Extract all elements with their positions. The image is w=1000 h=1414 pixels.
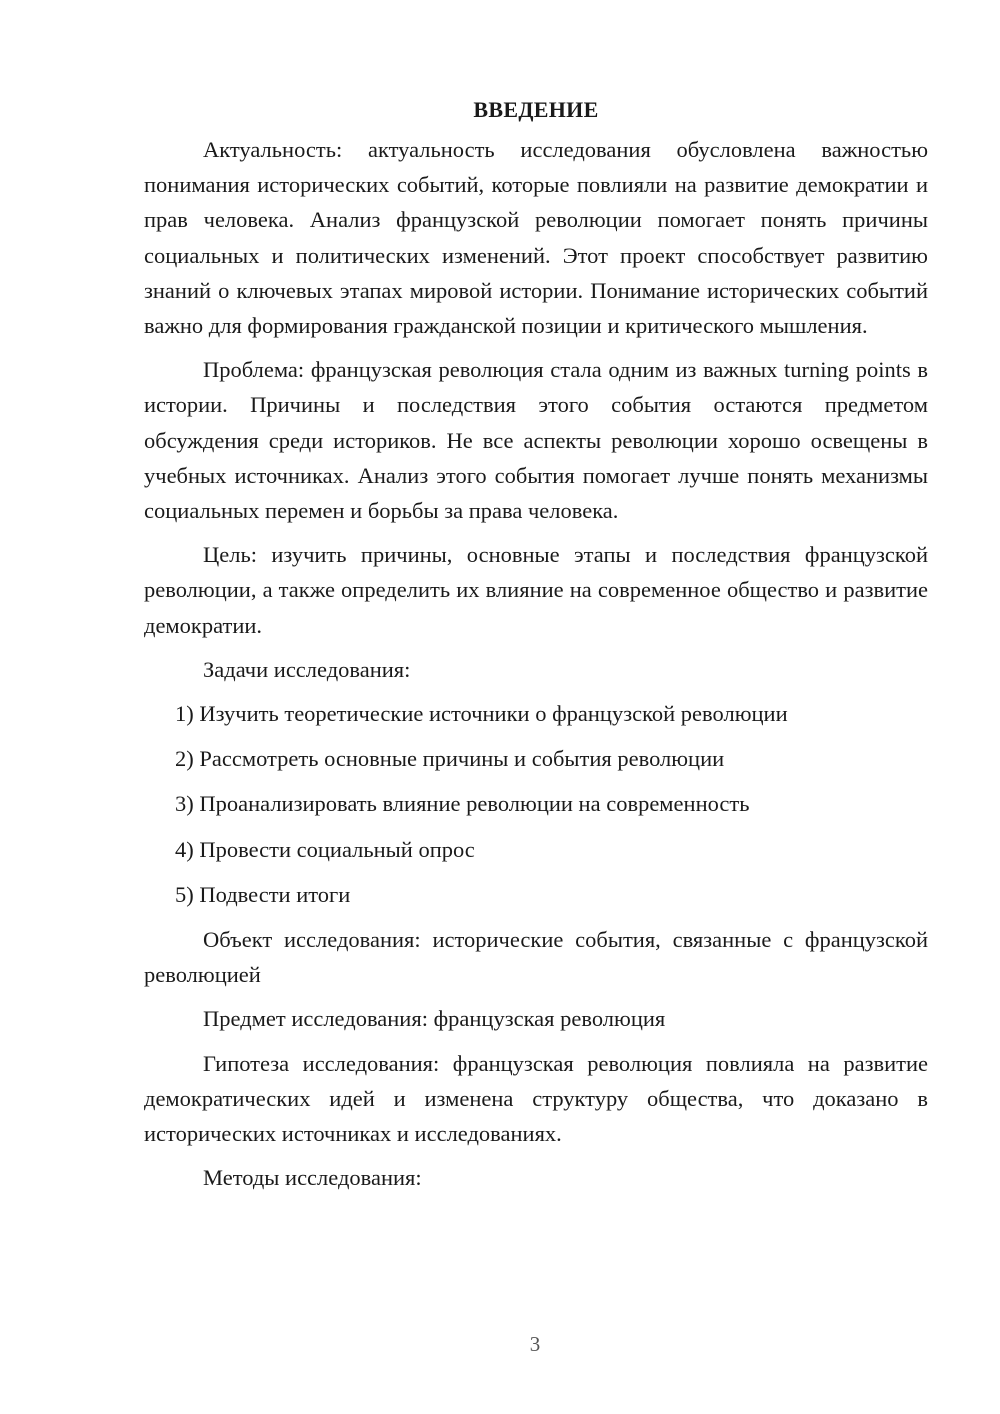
tasks-list bbox=[144, 696, 928, 912]
list-item: 4) Провести социальный опрос bbox=[175, 836, 475, 862]
paragraph-relevance: Актуальность: актуальность исследования обусловлена важностью понимания исторических событий, которые повлияли на развитие демократии и прав человека. Анализ французской революции помогает понять причины социальных и политических изменений. Этот проект способствует развитию знаний о ключевых этапах мировой истории. Понимание исторических событий важно для формирования гражданской позиции и критического мышления. bbox=[144, 137, 928, 339]
paragraph-hypothesis: Гипотеза исследования: французская революция повлияла на развитие демократических идей и изменена структуру общества, что доказано в исторических источниках и исследованиях. bbox=[144, 1050, 928, 1147]
paragraph-subject: Предмет исследования: французская революция bbox=[203, 1006, 666, 1032]
page-number: 3 bbox=[529, 1332, 541, 1356]
tasks-heading: Задачи исследования: bbox=[203, 656, 411, 682]
list-item: 2) Рассмотреть основные причины и события революции bbox=[175, 746, 725, 772]
list-item: 5) Подвести итоги bbox=[175, 881, 351, 907]
paragraph-goal: Цель: изучить причины, основные этапы и последствия французской революции, а также определить их влияние на современное общество и развитие демократии. bbox=[144, 542, 928, 638]
paragraph-problem: Проблема: французская революция стала одним из важных turning points в истории. Причины и последствия этого события остаются предметом обсуждения среди историков. Не все аспекты революции хорошо освещены в учебных источниках. Анализ этого события помогает лучше понять механизмы социальных перемен и борьбы за права человека. bbox=[144, 357, 928, 524]
page-title: ВВЕДЕНИЕ bbox=[473, 97, 599, 122]
paragraph-object: Объект исследования: исторические события, связанные с французской революцией bbox=[144, 927, 928, 988]
document-page bbox=[144, 90, 928, 1204]
list-item: 3) Проанализировать влияние революции на современность bbox=[175, 791, 750, 817]
list-item: 1) Изучить теоретические источники о французской революции bbox=[175, 701, 788, 727]
paragraph-methods: Методы исследования: bbox=[203, 1165, 422, 1191]
